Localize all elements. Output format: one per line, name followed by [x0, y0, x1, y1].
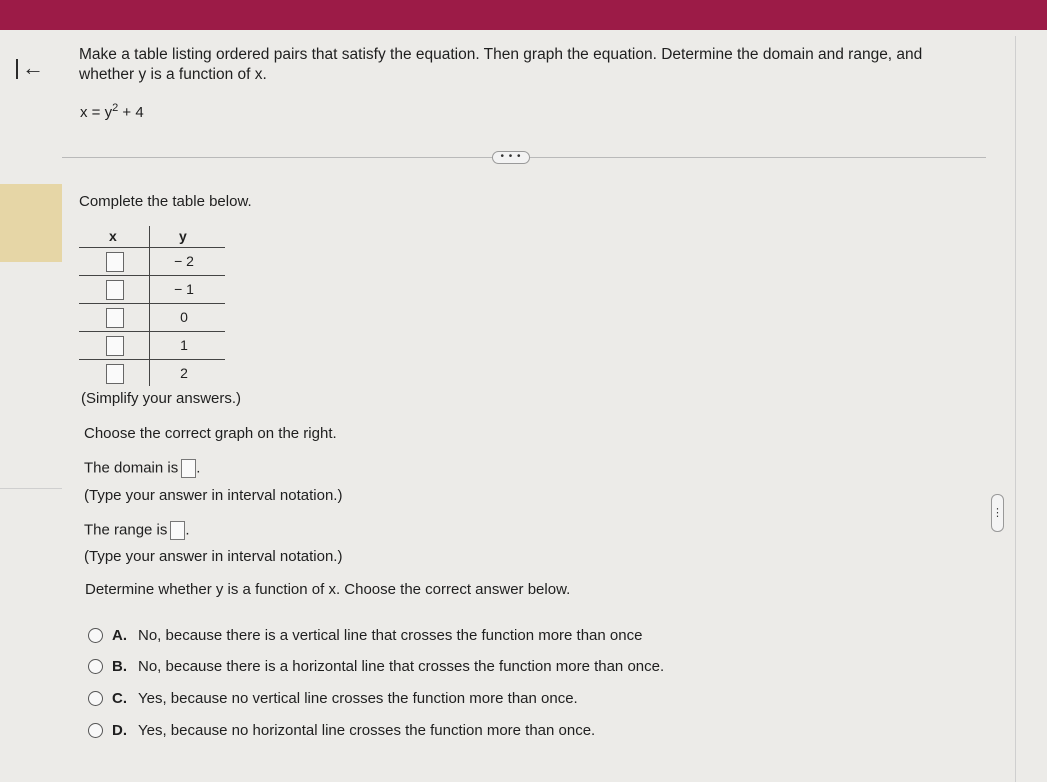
range-label: The range is — [84, 521, 168, 539]
pane-resize-handle[interactable] — [991, 494, 1004, 532]
table-row — [79, 248, 225, 276]
equation — [80, 102, 144, 121]
option-text: No, because there is a vertical line that crosses the function more than once — [138, 627, 643, 644]
question-text: Make a table listing ordered pairs that satisfy the equation. Then graph the equation. Determine the domain and range, and whether y is a function of x. — [79, 46, 923, 83]
top-bar — [0, 0, 1047, 30]
range-input[interactable] — [170, 521, 185, 540]
equation-base: x = y — [80, 104, 113, 121]
radio-button-icon[interactable] — [88, 691, 103, 706]
domain-hint: (Type your answer in interval notation.) — [84, 487, 343, 504]
back-to-start-button[interactable] — [14, 57, 48, 81]
domain-suffix: . — [196, 459, 201, 477]
header-y: y — [179, 228, 187, 244]
radio-button-icon[interactable] — [88, 628, 103, 643]
right-pane-border — [1015, 36, 1016, 782]
y-value: − 2 — [174, 253, 194, 269]
table-row — [79, 276, 225, 304]
header-x: x — [109, 228, 117, 244]
function-question: Determine whether y is a function of x. Choose the correct answer below. — [85, 581, 571, 598]
option-text: Yes, because no horizontal line crosses the function more than once. — [138, 722, 596, 739]
option-text: Yes, because no vertical line crosses the function more than once. — [138, 690, 578, 707]
range-suffix: . — [185, 521, 190, 539]
vertical-dots-icon: ⋮ — [992, 507, 1003, 519]
option-text: No, because there is a horizontal line that crosses the function more than once. — [138, 658, 665, 675]
y-value: 0 — [180, 309, 188, 325]
radio-button-icon[interactable] — [88, 659, 103, 674]
y-value: 2 — [180, 365, 188, 381]
ordered-pairs-table — [79, 226, 225, 388]
simplify-note: (Simplify your answers.) — [81, 390, 242, 407]
table-instruction: Complete the table below. — [79, 193, 252, 210]
x-input-1[interactable] — [106, 252, 124, 272]
y-value: 1 — [180, 337, 188, 353]
x-input-2[interactable] — [106, 280, 124, 300]
option-letter: B. — [112, 658, 127, 675]
option-letter: D. — [112, 722, 127, 739]
active-section-marker — [0, 184, 62, 262]
option-letter: C. — [112, 690, 127, 707]
bar-icon — [16, 59, 18, 79]
range-line — [84, 521, 190, 540]
graph-instruction: Choose the correct graph on the right. — [84, 425, 337, 442]
left-divider — [0, 488, 62, 489]
equation-exponent: 2 — [112, 102, 119, 114]
domain-line — [84, 459, 200, 478]
x-input-3[interactable] — [106, 308, 124, 328]
equation-tail: + 4 — [118, 104, 144, 121]
y-value: − 1 — [174, 281, 194, 297]
table-row — [79, 304, 225, 332]
table-row — [79, 332, 225, 360]
table-row — [79, 360, 225, 388]
range-hint: (Type your answer in interval notation.) — [84, 548, 343, 565]
x-input-5[interactable] — [106, 364, 124, 384]
x-input-4[interactable] — [106, 336, 124, 356]
table-header-row — [79, 226, 225, 248]
domain-label: The domain is — [84, 459, 179, 477]
domain-input[interactable] — [181, 459, 196, 478]
option-letter: A. — [112, 627, 127, 644]
left-arrow-icon: ← — [22, 55, 44, 80]
expand-more-button[interactable]: • • • — [492, 151, 530, 164]
radio-button-icon[interactable] — [88, 723, 103, 738]
